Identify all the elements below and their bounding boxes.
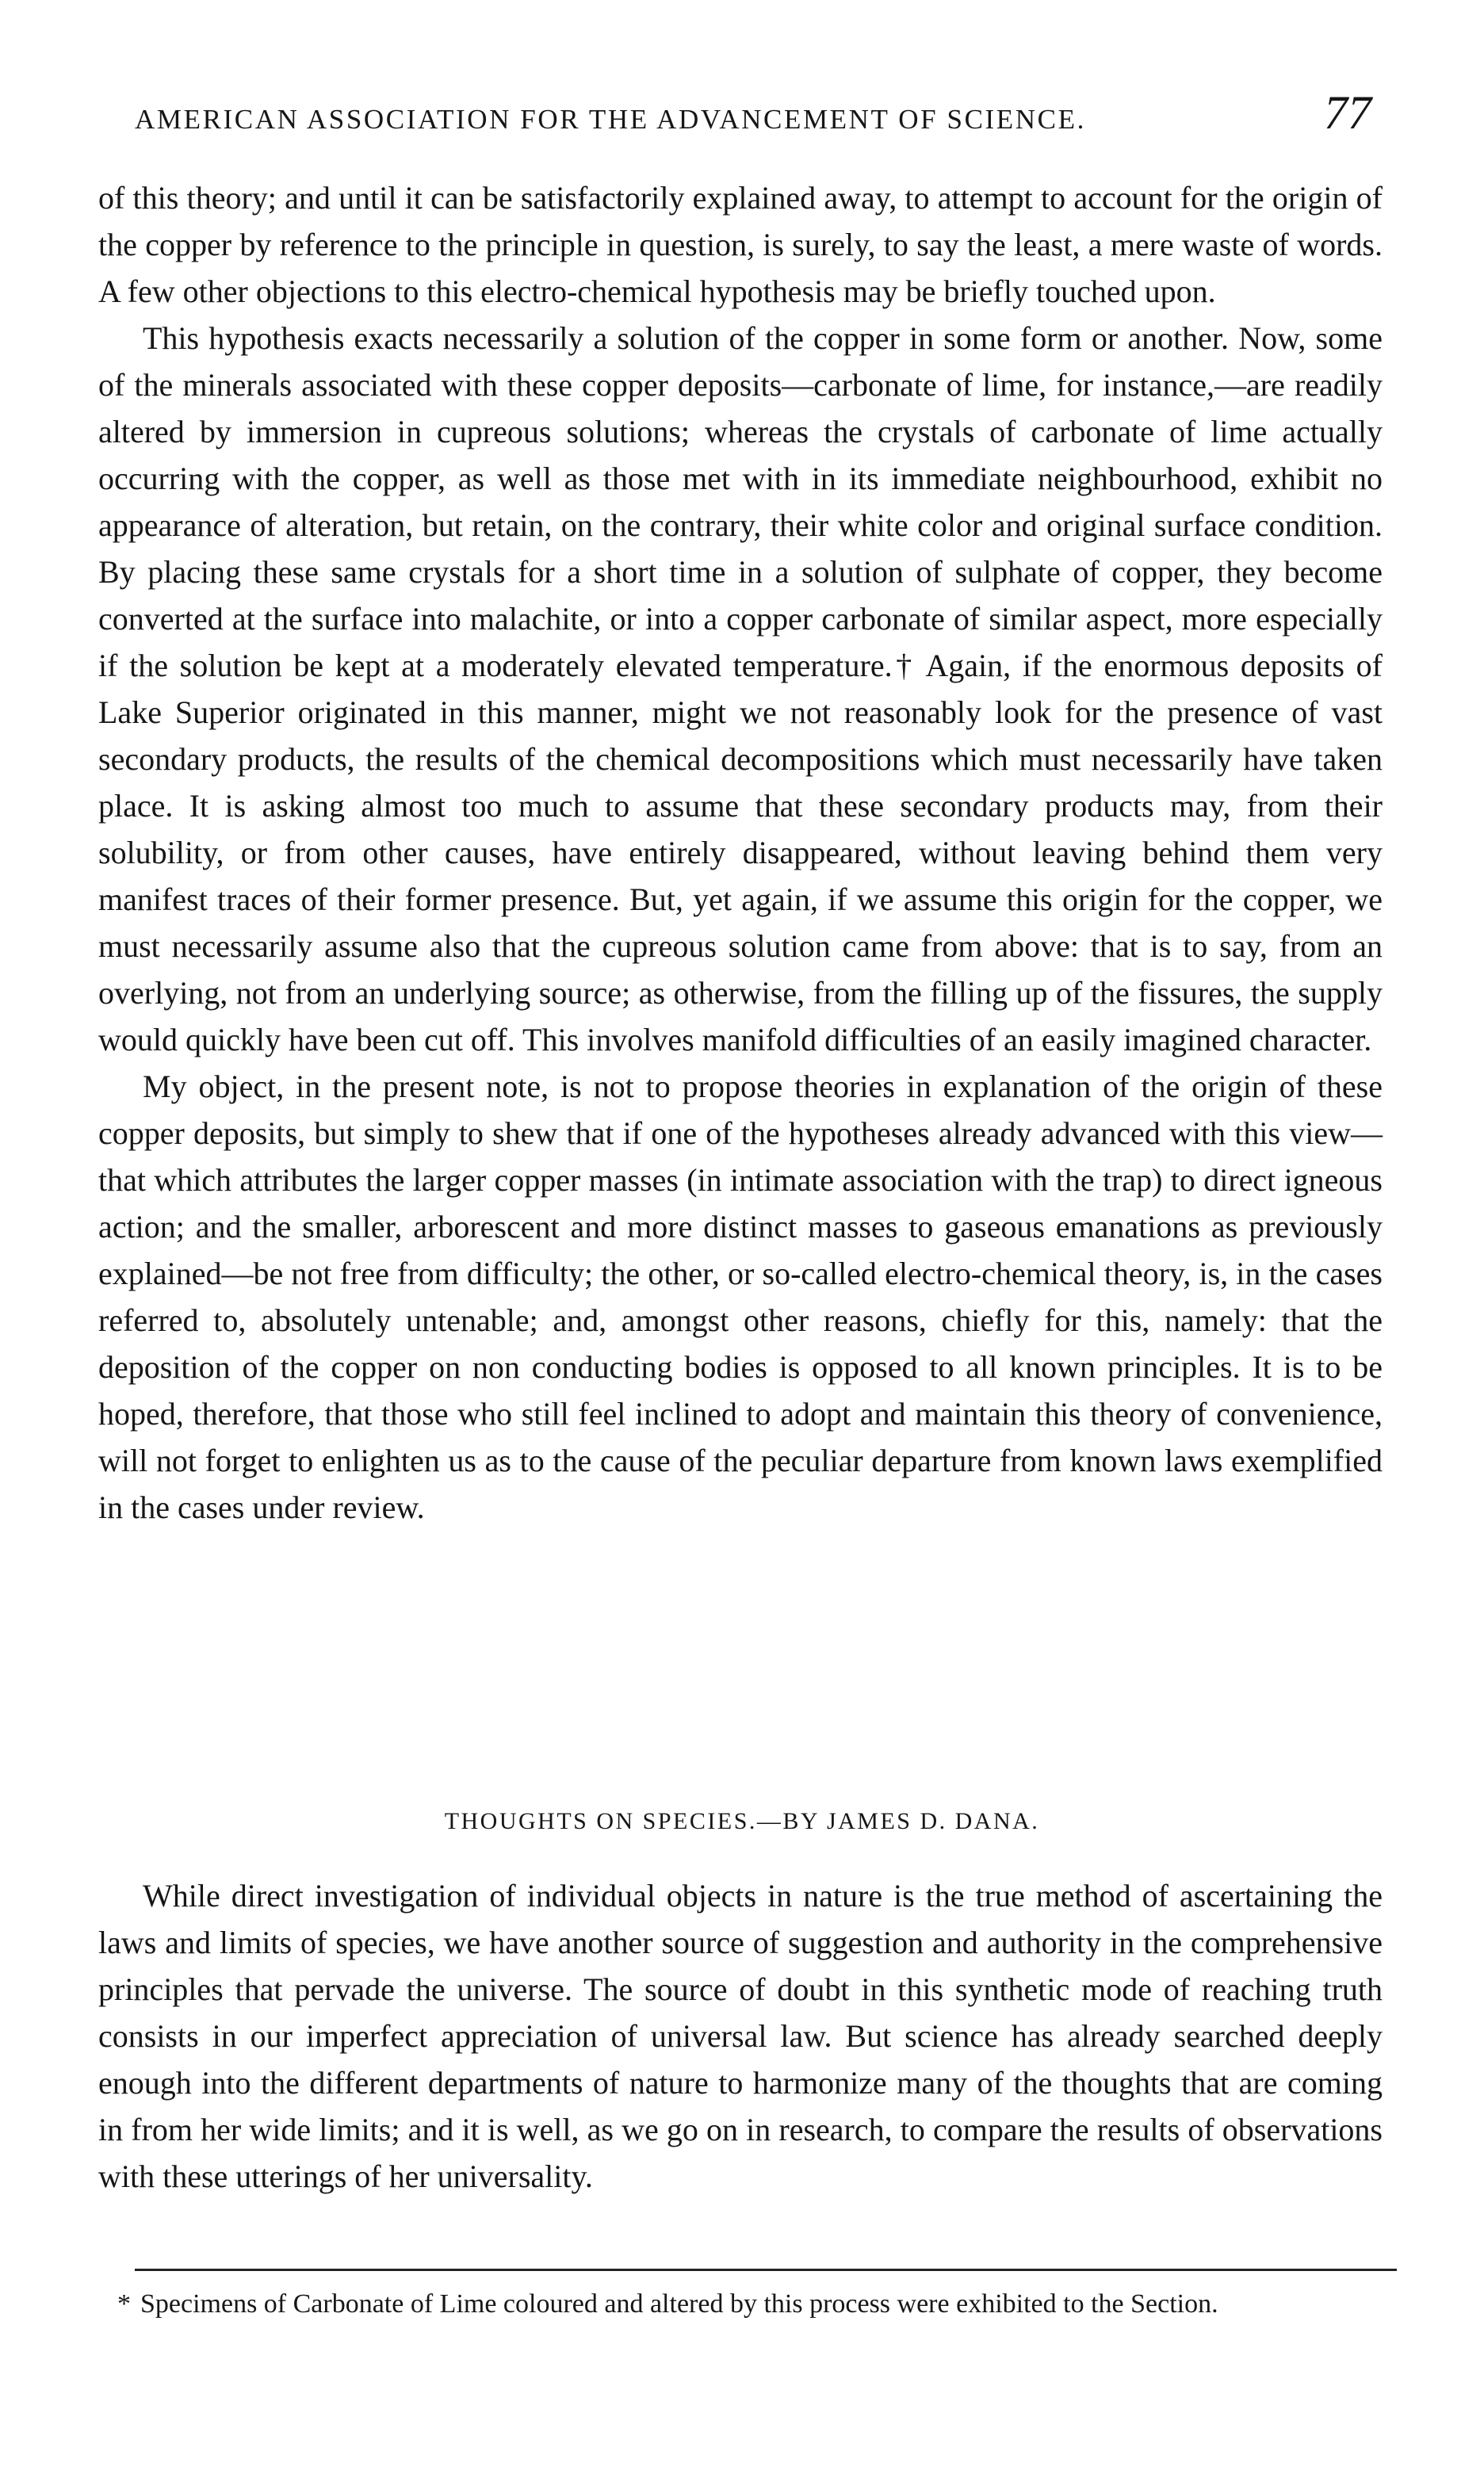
footnote-mark: * xyxy=(117,2289,131,2319)
footnote-text: Specimens of Carbonate of Lime coloured and altered by this process were exhibited to the Section. xyxy=(140,2289,1218,2319)
body-paragraph: While direct investigation of individual objects in nature is the true method of ascertaining the laws and limits of species, we have another source of suggestion and authority in the comprehensive principles that pervade the universe. The source of doubt in this synthetic mode of reaching truth consists in our imperfect appreciation of universal law. But science has already searched deeply enough into the different departments of nature to harmonize many of the thoughts that are coming in from her wide limits; and it is well, as we go on in research, to compare the results of observations with these utterings of her universality. xyxy=(98,1878,1383,2194)
body-paragraph: of this theory; and until it can be satisfactorily explained away, to attempt to account for the origin of the copper by reference to the principle in question, is surely, to say the least, a mere waste of words. A few other objections to this electro-chemical hypothesis may be briefly touched upon. xyxy=(98,180,1383,309)
footnote-divider xyxy=(135,2269,1397,2271)
continued-article-body xyxy=(98,174,1383,1531)
body-paragraph: This hypothesis exacts necessarily a solution of the copper in some form or another. Now, some of the minerals associated with these copper deposits—carbonate of lime, for instance,—are readily altered by immersion in cupreous solutions; whereas the crystals of carbonate of lime actually occurring with the copper, as well as those met with in its immediate neighbourhood, exhibit no appearance of alteration, but retain, on the contrary, their white color and original surface condition. By placing these same crystals for a short time in a solution of sulphate of copper, they become converted at the surface into malachite, or into a copper carbonate of similar aspect, more especially if the solution be kept at a moderately elevated temperature.† Again, if the enormous deposits of Lake Superior originated in this manner, might we not reasonably look for the presence of vast secondary products, the results of the chemical decompositions which must necessarily have taken place. It is asking almost too much to assume that these secondary products may, from their solubility, or from other causes, have entirely disappeared, without leaving behind them very manifest traces of their former presence. But, yet again, if we assume this origin for the copper, we must necessarily assume also that the cupreous solution came from above: that is to say, from an overlying, not from an underlying source; as otherwise, from the filling up of the fissures, the supply would quickly have been cut off. This involves manifold difficulties of an easily imagined character. xyxy=(98,320,1383,1057)
footnote xyxy=(117,2285,1378,2324)
running-head xyxy=(135,86,1371,140)
body-paragraph: My object, in the present note, is not to propose theories in explanation of the origin of these copper deposits, but simply to shew that if one of the hypotheses already advanced with this view—that which attributes the larger copper masses (in intimate association with the trap) to direct igneous action; and the smaller, arborescent and more distinct masses to gaseous emanations as previously explained—be not free from difficulty; the other, or so-called electro-chemical theory, is, in the cases referred to, absolutely untenable; and, amongst other reasons, chiefly for this, namely: that the deposition of the copper on non conducting bodies is opposed to all known principles. It is to be hoped, therefore, that those who still feel inclined to adopt and maintain this theory of convenience, will not forget to enlighten us as to the cause of the peculiar departure from known laws exemplified in the cases under review. xyxy=(98,1069,1383,1525)
article-heading: THOUGHTS ON SPECIES.—BY JAMES D. DANA. xyxy=(444,1808,1040,1834)
new-article-body xyxy=(98,1872,1383,2200)
running-title: AMERICAN ASSOCIATION FOR THE ADVANCEMENT OF SCIENCE. xyxy=(135,104,1086,135)
page-number: 77 xyxy=(1324,86,1371,139)
